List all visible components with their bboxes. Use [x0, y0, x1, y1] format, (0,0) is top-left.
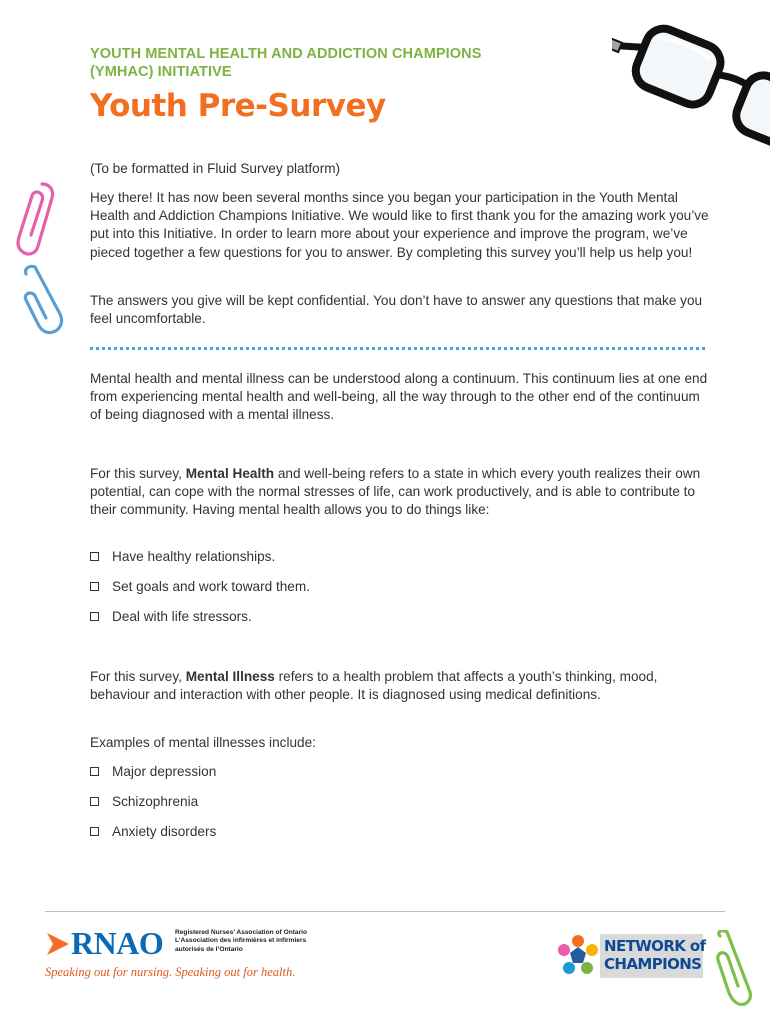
- list-item: [90, 793, 216, 823]
- mental-health-term: Mental Health: [185, 466, 275, 481]
- rnao-tagline: Speaking out for nursing. Speaking out for health.: [45, 965, 296, 979]
- greeting-paragraph: Hey there! It has now been several months since you began your participation in the Youth Mental Health and Addiction Champions Initiative. We would like to first thank you for the amazing work you’ve put into this Initiative. In order to learn more about your experience and improve the program, we’ve pieced together a few questions for you to answer. By completing this survey you’ll help us help you!: [90, 190, 709, 260]
- mental-illness-definition: [90, 668, 710, 704]
- list-item-label: Deal with life stressors.: [112, 609, 252, 624]
- initiative-heading-line2: (YMHAC) INITIATIVE: [90, 64, 232, 80]
- noc-line1: NETWORK of: [604, 937, 706, 955]
- list-item-label: Major depression: [112, 764, 217, 779]
- list-item: [90, 578, 310, 608]
- mental-illness-prefix: For this survey,: [90, 669, 186, 684]
- checkbox-icon: [90, 612, 99, 621]
- list-item: [90, 608, 310, 638]
- green-paperclip-icon: [712, 930, 756, 1008]
- mental-health-prefix: For this survey,: [90, 466, 186, 481]
- list-item: [90, 823, 216, 853]
- list-item-label: Schizophrenia: [112, 794, 199, 809]
- rnao-wordmark: RNAO: [71, 925, 164, 961]
- mental-health-text: and well-being refers to a state in which every youth realizes their own potential, can cope with the normal stresses of life, can work productively, and is able to contribute to their community. Having mental health allows you to do things like:: [90, 466, 701, 518]
- list-item-label: Anxiety disorders: [112, 824, 217, 839]
- initiative-heading-line1: YOUTH MENTAL HEALTH AND ADDICTION CHAMPIONS: [90, 46, 482, 62]
- champions-circle-icon: [556, 934, 600, 978]
- rnao-name-french-2: autorisés de l’Ontario: [175, 945, 243, 953]
- eyeglasses-icon: [612, 8, 770, 158]
- network-of-champions-logo: [556, 930, 706, 982]
- rnao-full-name: [175, 929, 345, 954]
- confidentiality-paragraph: The answers you give will be kept confidential. You don’t have to answer any questions that make you feel uncomfortable.: [90, 293, 703, 327]
- list-item: [90, 548, 310, 578]
- mental-health-checklist: [90, 548, 310, 638]
- noc-line2: CHAMPIONS: [604, 955, 702, 973]
- mental-illness-text: refers to a health problem that affects a youth’s thinking, mood, behaviour and interaction with other people. It is diagnosed using medical definitions.: [90, 669, 658, 703]
- initiative-heading: [90, 45, 590, 81]
- checkbox-icon: [90, 797, 99, 806]
- list-item: [90, 763, 216, 793]
- checkbox-icon: [90, 767, 99, 776]
- examples-label: Examples of mental illnesses include:: [90, 735, 316, 750]
- rnao-arrow-icon: [45, 931, 71, 957]
- rnao-name-english: Registered Nurses’ Association of Ontario: [175, 929, 308, 936]
- checkbox-icon: [90, 827, 99, 836]
- format-note: (To be formatted in Fluid Survey platform): [90, 161, 341, 176]
- mental-health-definition: [90, 465, 710, 520]
- dotted-divider: [90, 347, 705, 350]
- mental-illness-term: Mental Illness: [185, 669, 275, 684]
- mental-illness-checklist: [90, 763, 216, 853]
- page-title: Youth Pre-Survey: [90, 88, 386, 124]
- pink-paperclip-icon: [12, 180, 56, 258]
- rnao-name-french-1: L’Association des infirmières et infirmiers: [175, 937, 307, 945]
- checkbox-icon: [90, 552, 99, 561]
- blue-paperclip-icon: [20, 264, 68, 336]
- checkbox-icon: [90, 582, 99, 591]
- list-item-label: Have healthy relationships.: [112, 549, 276, 564]
- rnao-logo: [45, 925, 345, 985]
- list-item-label: Set goals and work toward them.: [112, 579, 310, 594]
- footer-divider: [45, 911, 725, 912]
- continuum-paragraph: Mental health and mental illness can be understood along a continuum. This continuum lies at one end from experiencing mental health and well-being, all the way through to the other end of the continuum of being diagnosed with a mental illness.: [90, 371, 708, 423]
- network-of-champions-wordmark: [600, 934, 706, 978]
